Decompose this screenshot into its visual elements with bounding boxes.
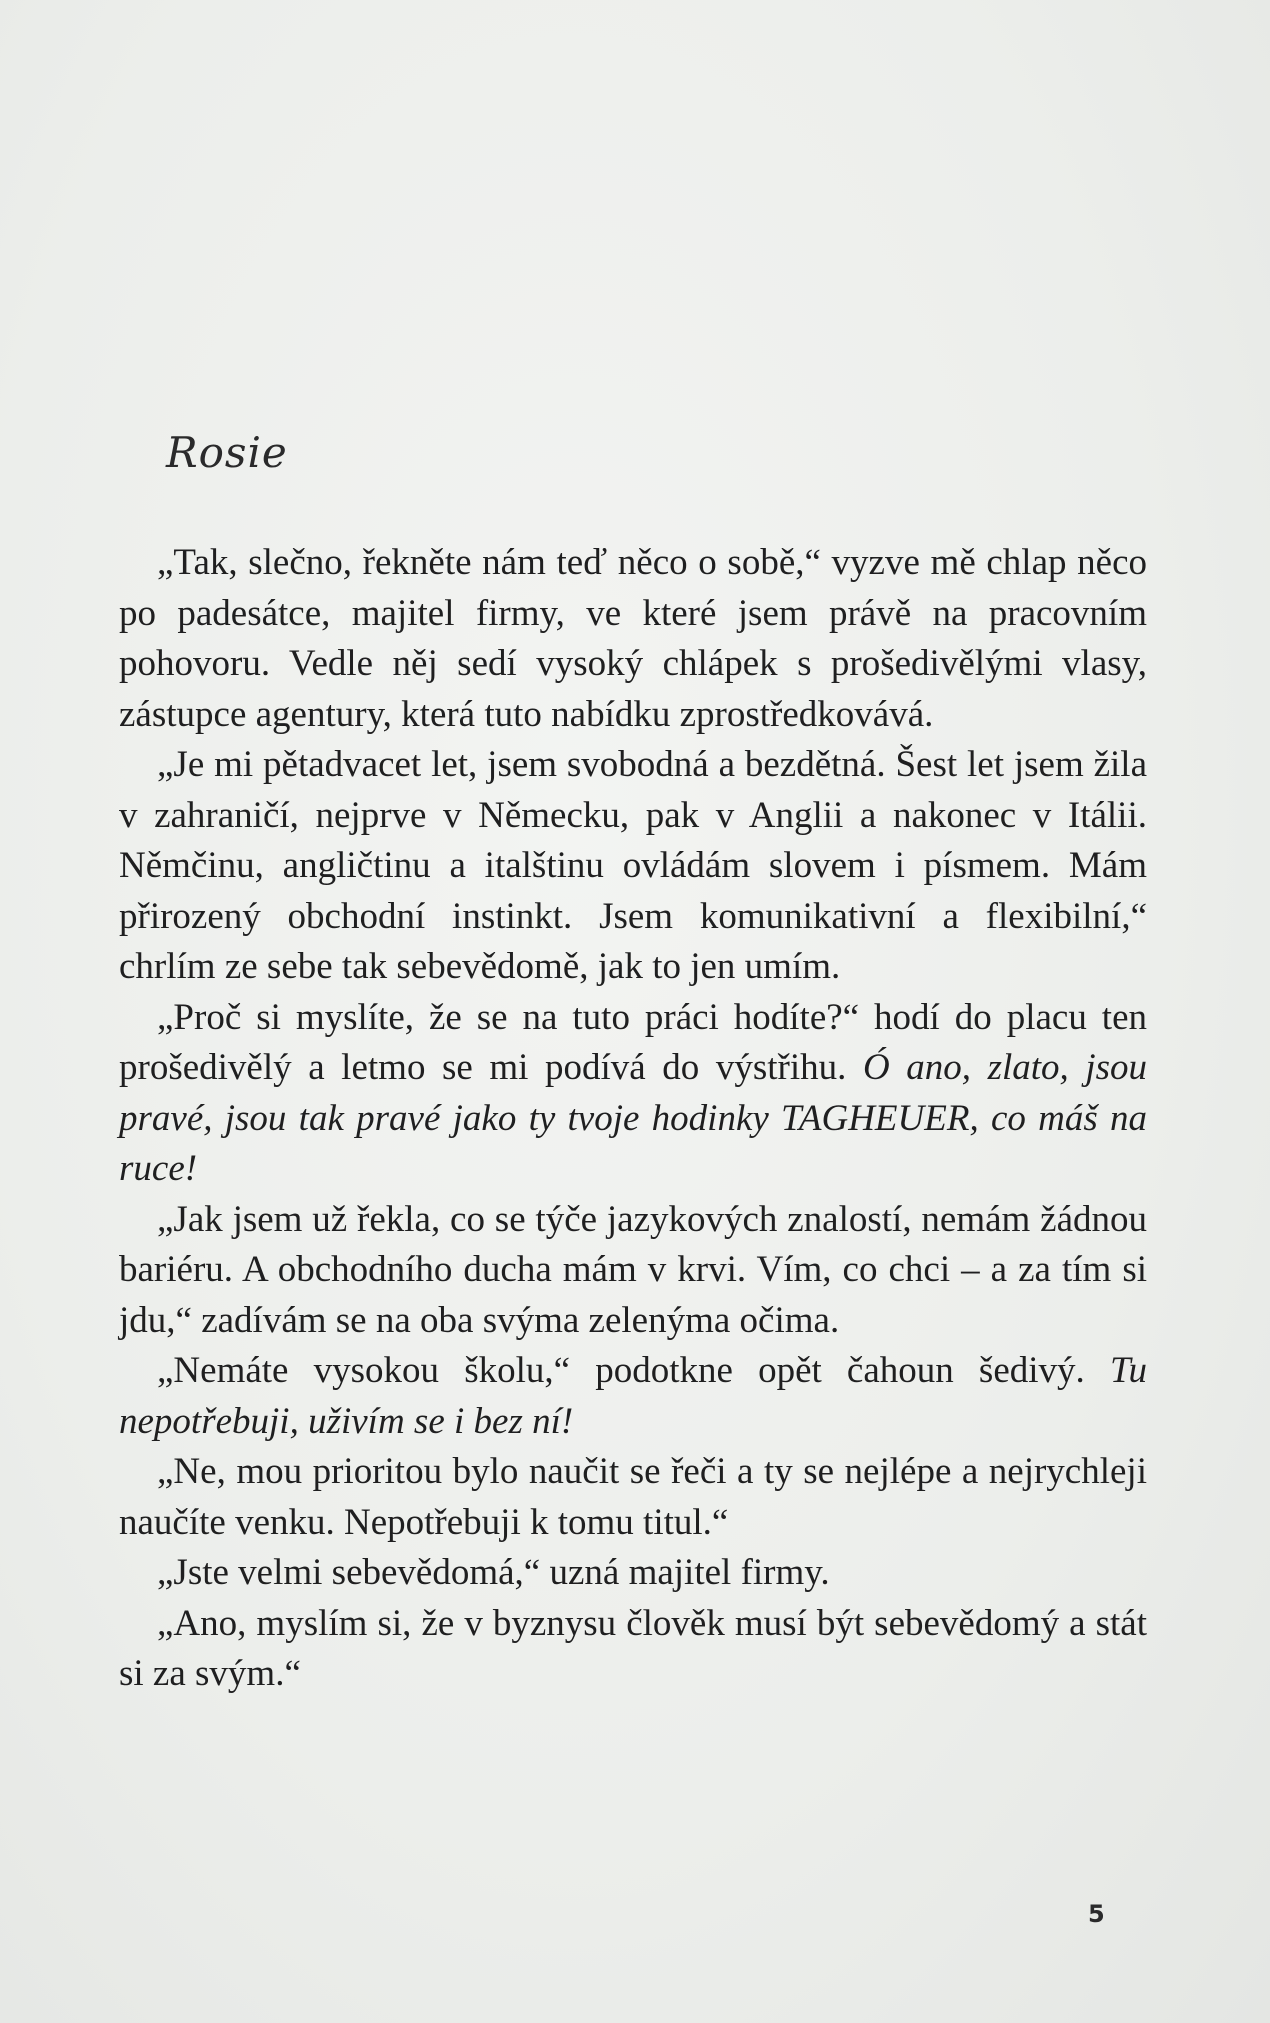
paragraph: [119, 993, 1147, 1195]
paragraph: [119, 1599, 1147, 1700]
paragraph-italic-text: Tu nepotřebuji, uživím se i bez ní!: [119, 1350, 1148, 1442]
paragraph: [119, 1548, 1147, 1599]
paragraph-text: „Ano, myslím si, že v byznysu člověk musí být sebevědomý a stát si za svým.“: [119, 1602, 1147, 1694]
paragraph-italic-text: Ó ano, zlato, jsou pravé, jsou tak pravé jako ty tvoje hodinky TAGHEUER, co máš na ruce!: [119, 1047, 1148, 1189]
text-body: [119, 538, 1147, 1700]
paragraph: [119, 538, 1147, 740]
paragraph-text: „Proč si myslíte, že se na tuto práci hodíte?“ hodí do placu ten prošedivělý a letmo se mi podívá do výstřihu.: [119, 996, 1147, 1088]
paragraph: [119, 1447, 1147, 1548]
paragraph-text: „Ne, mou prioritou bylo naučit se řeči a ty se nejlépe a nejrychleji naučíte venku. Nepotřebuji k tomu titul.“: [119, 1451, 1147, 1543]
page-number: 5: [1088, 1900, 1105, 1928]
paragraph-text: „Je mi pětadvacet let, jsem svobodná a bezdětná. Šest let jsem žila v zahraničí, nejprve v Německu, pak v Anglii a nakonec v Itálii. Němčinu, angličtinu a italštinu ovládám slovem i písmem. Mám přirozený obchodní instinkt. Jsem komunikativní a flexibilní,“ chrlím ze sebe tak sebevědomě, jak to jen umím.: [119, 744, 1147, 987]
chapter-title: Rosie: [166, 428, 288, 477]
paragraph-text: „Nemáte vysokou školu,“ podotkne opět čahoun šedivý.: [157, 1350, 1085, 1391]
paragraph: [119, 1195, 1147, 1347]
paragraph-text: „Jak jsem už řekla, co se týče jazykových znalostí, nemám žádnou bariéru. A obchodního ducha mám v krvi. Vím, co chci – a za tím si jdu,“ zadívám se na oba svýma zelenýma očima.: [119, 1198, 1147, 1341]
paragraph: [119, 1346, 1147, 1447]
paragraph-text: „Jste velmi sebevědomá,“ uzná majitel firmy.: [157, 1552, 830, 1593]
paragraph-text: „Tak, slečno, řekněte nám teď něco o sobě,“ vyzve mě chlap něco po padesátce, majitel firmy, ve které jsem právě na pracovním pohovoru. Vedle něj sedí vysoký chlápek s prošedivělými vlasy, zástupce agentury, která tuto nabídku zprostředkovává.: [119, 542, 1147, 735]
paragraph: [119, 740, 1147, 993]
